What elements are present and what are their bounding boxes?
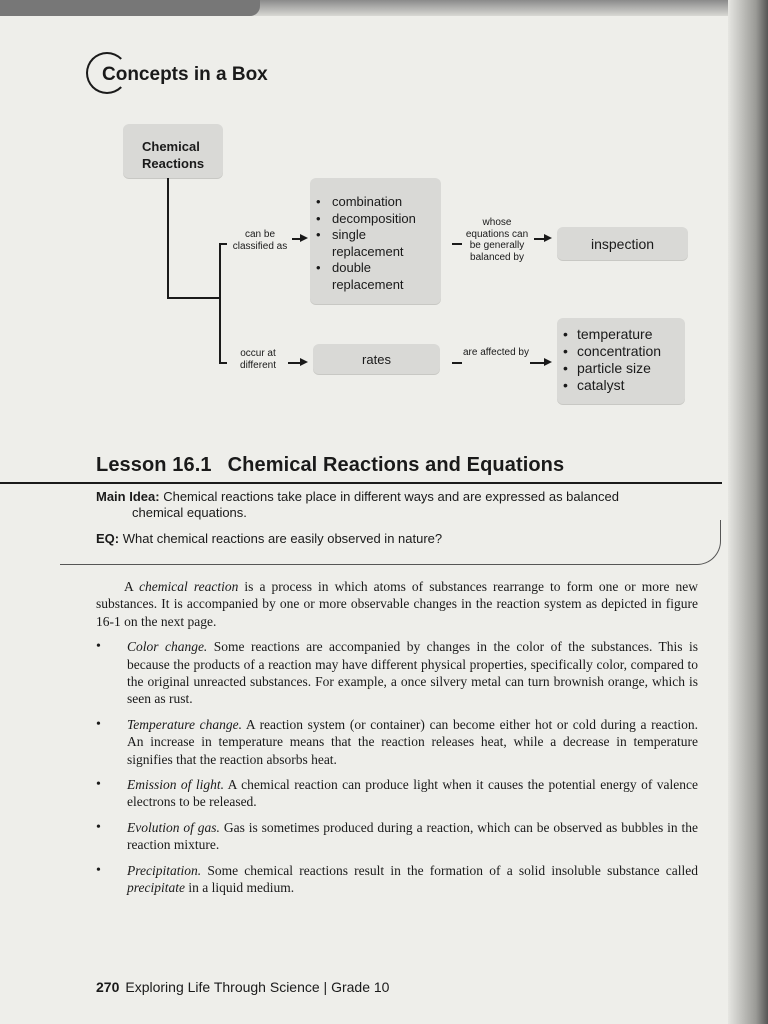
essential-question [96, 531, 442, 546]
factor-item: • particle size [563, 360, 685, 377]
rates-box: rates [313, 344, 440, 374]
branch1-label: can be classified as [232, 229, 288, 252]
main-idea-text-cont: chemical equations. [132, 505, 247, 520]
intro-paragraph: A chemical reaction is a process in which atoms of substances rearrange to form one or more new substances. It is accompanied by one or more observable changes in the reaction system as depicted in figure 16-1 on the next page. [96, 579, 698, 629]
list-item: • Emission of light. A chemical reaction can produce light when it causes the potential energy of valence electrons to be released. [96, 776, 698, 811]
arrow-right-icon [544, 358, 552, 366]
main-idea [96, 489, 696, 521]
type-item: • decomposition [316, 211, 441, 228]
factor-item: • concentration [563, 343, 685, 360]
branch2-stub [219, 362, 227, 364]
list-item: • Precipitation. Some chemical reactions result in the formation of a solid insoluble substance called precipitate in a liquid medium. [96, 862, 698, 897]
type-item: • double replacement [316, 260, 441, 293]
branch2-label: occur at different [240, 348, 276, 371]
type-item: • single replacement [316, 227, 441, 260]
book-title: Exploring Life Through Science | Grade 10 [125, 979, 390, 995]
page-number: 270 [96, 979, 120, 995]
arrow-right-icon [300, 358, 308, 366]
observable-changes-list [96, 638, 698, 896]
list-item: • Evolution of gas. Gas is sometimes produced during a reaction, which can be observed as bubbles in the reaction mixture. [96, 819, 698, 854]
list-item: • Temperature change. A reaction system (or container) can become either hot or cold during a reaction. An increase in temperature means that the reaction releases heat, while a decrease in temperature signifies that the reaction absorbs heat. [96, 716, 698, 768]
concept-root-box: Chemical Reactions [123, 124, 223, 178]
concepts-box-heading: Concepts in a Box [92, 58, 258, 80]
branch1-line [292, 238, 300, 240]
lesson-number: Lesson 16.1 [96, 454, 212, 476]
factor-item: • temperature [563, 326, 685, 343]
heading-rule [0, 482, 722, 484]
branch2-line [288, 362, 300, 364]
connector-horizontal-main [167, 297, 219, 299]
term-chemical-reaction: chemical reaction [139, 579, 239, 594]
branch1-stub [219, 243, 227, 245]
lesson-title: Chemical Reactions and Equations [227, 454, 565, 476]
eq-text: What chemical reactions are easily observed in nature? [122, 531, 443, 546]
arrow-right-icon [544, 234, 552, 242]
page-footer [96, 979, 389, 995]
body-text [96, 578, 698, 905]
eq-label: EQ: [96, 531, 120, 546]
reaction-types-box [310, 178, 441, 304]
connector-vertical-split [219, 243, 221, 363]
link2-label: are affected by [463, 347, 529, 358]
type-item: • combination [316, 194, 441, 211]
connector-vertical-main [167, 178, 169, 298]
balancing-method-box: inspection [557, 227, 688, 260]
lesson-heading [96, 454, 564, 477]
list-item: • Color change. Some reactions are accompanied by changes in the color of the substances. This is because the products of a reaction may have different physical properties, specifically color, compared to the original unreacted substances. For example, a once silvery metal can turn brownish orange, which is seen as rust. [96, 638, 698, 708]
link2-line [530, 362, 544, 364]
factor-item: • catalyst [563, 377, 685, 394]
main-idea-text: Chemical reactions take place in different ways and are expressed as balanced [163, 489, 619, 504]
link1-line [534, 238, 544, 240]
main-idea-label: Main Idea: [96, 489, 160, 504]
link1-label: whose equations can be generally balanced by [465, 217, 529, 263]
arrow-right-icon [300, 234, 308, 242]
rate-factors-box [557, 318, 685, 404]
link2-stub [452, 362, 462, 364]
